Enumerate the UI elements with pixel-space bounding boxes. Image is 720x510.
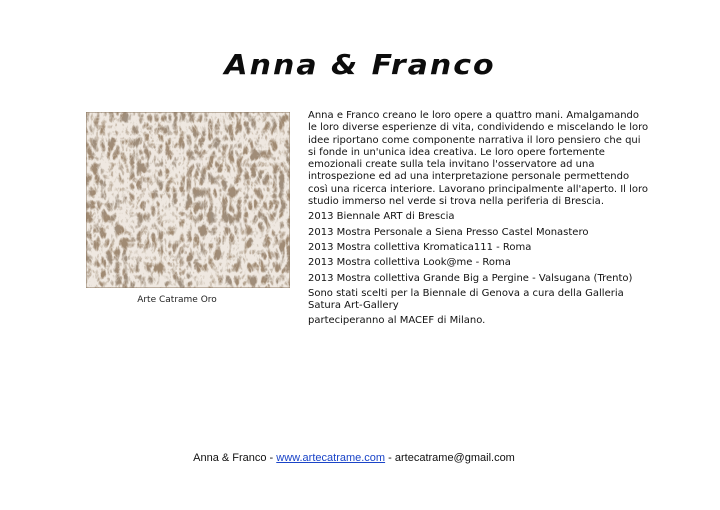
description-block — [308, 110, 650, 331]
footer-contact: - artecatrame@gmail.com — [385, 452, 515, 464]
event-item: 2013 Mostra collettiva Grande Big a Pergine - Valsugana (Trento) — [308, 272, 633, 284]
website-link[interactable]: www.artecatrame.com — [276, 452, 386, 464]
page-title: Anna & Franco — [224, 49, 496, 82]
footer — [0, 452, 708, 464]
artwork-caption: Arte Catrame Oro — [137, 295, 217, 305]
event-item: 2013 Biennale ART di Brescia — [308, 211, 455, 223]
intro-paragraph: Anna e Franco creano le loro opere a quattro mani. Amalgamando le loro diverse esperienze di vita, condividendo e miscelando le loro idee riportano come componente narrativa il loro pensiero che qui si fonde in un'unica idea creativa. Le loro opere fortemente emozionali create sulla tela invitano l'osservatore ad una introspezione ed ad una interpretazione personale permettendo così una ricerca interiore. Lavorano principalmente all'aperto. Il loro studio immerso nel verde si trova nella periferia di Brescia. — [308, 110, 649, 208]
footer-prefix: Anna & Franco - — [193, 452, 277, 464]
artwork-image — [86, 112, 290, 288]
event-item: 2013 Mostra Personale a Siena Presso Castel Monastero — [308, 226, 589, 238]
event-item: 2013 Mostra collettiva Look@me - Roma — [308, 257, 511, 269]
event-item: 2013 Mostra collettiva Kromatica111 - Roma — [308, 241, 532, 253]
event-item: parteciperanno al MACEF di Milano. — [308, 315, 486, 327]
event-item: Sono stati scelti per la Biennale di Genova a cura della Galleria Satura Art-Gallery — [308, 287, 624, 312]
